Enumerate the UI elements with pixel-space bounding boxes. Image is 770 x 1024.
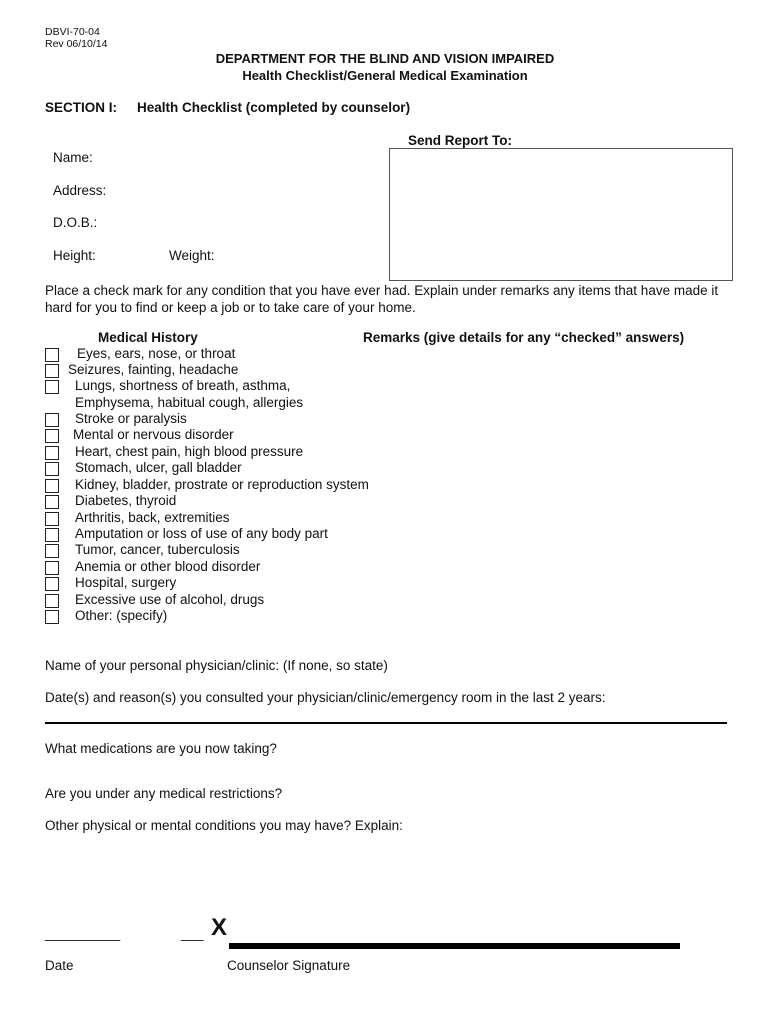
checkbox-other[interactable]: [45, 610, 59, 624]
signature-blank[interactable]: ___: [181, 926, 204, 941]
consulted-question[interactable]: Date(s) and reason(s) you consulted your physician/clinic/emergency room in the last 2 years:: [45, 690, 606, 705]
condition-label: Emphysema, habitual cough, allergies: [75, 395, 304, 410]
name-field[interactable]: Name:: [53, 150, 93, 165]
checkbox-lungs[interactable]: [45, 380, 59, 394]
condition-label: Seizures, fainting, headache: [68, 362, 239, 377]
divider-line: [45, 722, 727, 724]
document-title: DEPARTMENT FOR THE BLIND AND VISION IMPAIRED: [215, 51, 555, 66]
condition-label: Anemia or other blood disorder: [75, 559, 261, 574]
address-field[interactable]: Address:: [53, 183, 107, 198]
condition-label: Excessive use of alcohol, drugs: [75, 592, 265, 607]
section-label: SECTION I:: [45, 100, 118, 115]
dob-field[interactable]: D.O.B.:: [53, 215, 98, 230]
checkbox-hospital[interactable]: [45, 577, 59, 591]
checkbox-amputation[interactable]: [45, 528, 59, 542]
other-conditions-question[interactable]: Other physical or mental conditions you may have? Explain:: [45, 818, 403, 833]
instructions-text: Place a check mark for any condition that you have ever had. Explain under remarks any items that have made it hard for you to find or keep a job or to take care of your home.: [45, 283, 719, 315]
checkbox-alcohol[interactable]: [45, 594, 59, 608]
condition-label: Kidney, bladder, prostrate or reproduction system: [75, 477, 369, 492]
condition-label: Tumor, cancer, tuberculosis: [75, 542, 240, 557]
weight-field[interactable]: Weight:: [169, 248, 215, 263]
condition-label: Hospital, surgery: [75, 575, 177, 590]
date-blank[interactable]: __________: [45, 926, 121, 941]
condition-label: Mental or nervous disorder: [73, 427, 234, 442]
physician-question[interactable]: Name of your personal physician/clinic: (If none, so state): [45, 658, 388, 673]
checkbox-mental[interactable]: [45, 429, 59, 443]
condition-label: Stroke or paralysis: [75, 411, 187, 426]
condition-label: Arthritis, back, extremities: [75, 510, 230, 525]
remarks-header: Remarks (give details for any “checked” answers): [363, 330, 685, 345]
send-report-box[interactable]: [389, 148, 733, 281]
counselor-signature-label: Counselor Signature: [227, 958, 351, 973]
condition-label: Amputation or loss of use of any body part: [75, 526, 328, 541]
checkbox-heart[interactable]: [45, 446, 59, 460]
checkbox-stroke[interactable]: [45, 413, 59, 427]
checkbox-anemia[interactable]: [45, 561, 59, 575]
checkbox-kidney[interactable]: [45, 479, 59, 493]
form-code-block: [45, 26, 107, 50]
revision-date: Rev 06/10/14: [45, 38, 108, 50]
checkbox-eyes-ears[interactable]: [45, 348, 59, 362]
signature-line[interactable]: [229, 943, 680, 949]
section-title: Health Checklist (completed by counselor): [137, 100, 411, 115]
checkbox-diabetes[interactable]: [45, 495, 59, 509]
send-report-label: Send Report To:: [408, 133, 512, 148]
condition-label: Other: (specify): [75, 608, 168, 623]
date-label: Date: [45, 958, 74, 973]
signature-x-mark: X: [211, 914, 228, 941]
form-code: DBVI-70-04: [45, 26, 100, 38]
document-subtitle: Health Checklist/General Medical Examination: [242, 68, 528, 83]
medical-history-header: Medical History: [98, 330, 198, 345]
checkbox-arthritis[interactable]: [45, 512, 59, 526]
checkbox-seizures[interactable]: [45, 364, 59, 378]
checkbox-stomach[interactable]: [45, 462, 59, 476]
condition-label: Lungs, shortness of breath, asthma,: [75, 378, 291, 393]
height-field[interactable]: Height:: [53, 248, 96, 263]
checkbox-tumor[interactable]: [45, 544, 59, 558]
condition-label: Stomach, ulcer, gall bladder: [75, 460, 242, 475]
restrictions-question[interactable]: Are you under any medical restrictions?: [45, 786, 283, 801]
condition-label: Diabetes, thyroid: [75, 493, 177, 508]
medications-question[interactable]: What medications are you now taking?: [45, 741, 277, 756]
condition-label: Heart, chest pain, high blood pressure: [75, 444, 304, 459]
condition-label: Eyes, ears, nose, or throat: [77, 346, 236, 361]
